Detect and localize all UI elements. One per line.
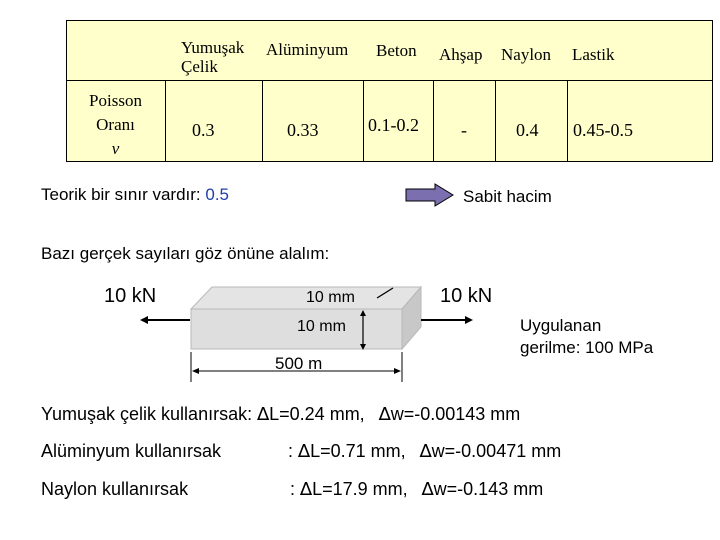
force-left-arrowhead: [140, 316, 148, 324]
header-lastik: Lastik: [572, 45, 615, 64]
row-label-orani: Oranı: [96, 115, 135, 134]
length-dimension-arrowhead: [192, 368, 199, 374]
table-header-underline: [66, 80, 713, 81]
row-label-poisson: Poisson: [89, 91, 142, 110]
table-divider: [433, 80, 434, 162]
delta-icon: ∆: [298, 441, 311, 462]
length-label: 500 m: [275, 354, 323, 373]
result-row: [41, 404, 520, 425]
header-ahsap: Ahşap: [439, 45, 483, 64]
force-left-label: 10 kN: [104, 285, 157, 307]
right-arrow-icon: [405, 183, 455, 207]
constant-volume-label: Sabit hacim: [463, 187, 552, 206]
applied-stress-line2: gerilme: 100 MPa: [520, 338, 654, 357]
header-beton: Beton: [376, 41, 417, 60]
value-yumusak-celik: 0.3: [192, 120, 215, 140]
delta-icon: ∆: [257, 404, 270, 425]
result-delta-length: : ∆L=17.9 mm,: [290, 479, 408, 500]
table-divider: [567, 80, 568, 162]
result-label: Yumuşak çelik kullanırsak:: [41, 404, 258, 424]
table-divider: [165, 80, 166, 162]
delta-icon: ∆: [300, 479, 313, 500]
force-right-arrowhead: [465, 316, 473, 324]
row-label-nu: ν: [111, 139, 120, 158]
value-ahsap: -: [461, 120, 467, 140]
delta-icon: ∆: [378, 404, 391, 425]
length-dimension-arrowhead: [394, 368, 401, 374]
value-aluminyum: 0.33: [287, 120, 319, 140]
result-label: Alüminyum kullanırsak: [41, 441, 222, 461]
width-label: 10 mm: [306, 289, 355, 306]
applied-stress-line1: Uygulanan: [520, 316, 602, 335]
header-aluminyum: Alüminyum: [266, 40, 349, 59]
theory-text: Teorik bir sınır vardır:: [41, 185, 206, 204]
result-delta-width: w=-0.00471 mm: [431, 441, 562, 461]
delta-icon: ∆: [419, 441, 432, 462]
result-delta-width: w=-0.00143 mm: [390, 404, 521, 424]
result-row: [41, 441, 561, 462]
height-label: 10 mm: [297, 318, 346, 335]
theory-limit: [41, 185, 229, 205]
result-delta-length: L=0.24 mm,: [269, 404, 365, 424]
result-label: Naylon kullanırsak: [41, 479, 189, 499]
value-beton: 0.1-0.2: [368, 115, 419, 135]
table-divider: [495, 80, 496, 162]
table-divider: [363, 80, 364, 162]
value-lastik: 0.45-0.5: [573, 120, 633, 140]
header-naylon: Naylon: [501, 45, 552, 64]
applied-stress-label: [520, 315, 653, 359]
header-yumusak-celik: Yumuşak Çelik: [181, 38, 245, 76]
table-divider: [262, 80, 263, 162]
result-delta-length: : ∆L=0.71 mm,: [288, 441, 406, 462]
result-delta-width: w=-0.143 mm: [433, 479, 544, 499]
delta-icon: ∆: [421, 479, 434, 500]
result-row: [41, 479, 543, 500]
value-naylon: 0.4: [516, 120, 539, 140]
intro-text: Bazı gerçek sayıları göz önüne alalım:: [41, 244, 330, 263]
theory-value: 0.5: [205, 185, 230, 204]
force-right-label: 10 kN: [440, 285, 493, 307]
